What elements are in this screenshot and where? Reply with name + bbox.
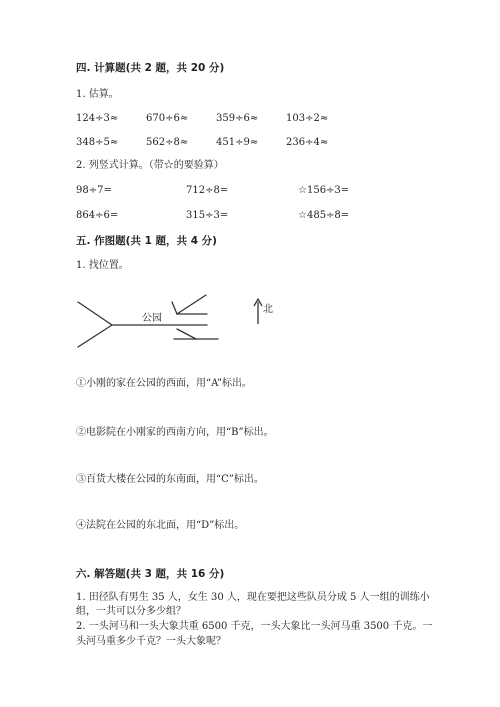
estimate-item: 451÷9≈ xyxy=(216,137,259,148)
instruction-item: ②电影院在小刚家的西南方向，用“B”标出。 xyxy=(76,427,274,438)
division-item: 712÷8= xyxy=(186,185,229,196)
north-label: 北 xyxy=(263,304,273,315)
estimate-item: 124÷3≈ xyxy=(76,113,119,124)
estimate-item: 348÷5≈ xyxy=(76,137,119,148)
question-6-1-line: 组，一共可以分多少组？ xyxy=(76,606,186,617)
instruction-item: ①小刚的家在公园的西面，用“A”标出。 xyxy=(76,378,252,389)
estimate-item: 236÷4≈ xyxy=(286,137,329,148)
section-4-title: 四. 计算题(共 2 题，共 20 分) xyxy=(76,62,225,74)
section-5-title: 五. 作图题(共 1 题，共 4 分) xyxy=(76,235,217,247)
road-southeast-diagonal xyxy=(177,329,196,339)
division-item: 315÷3= xyxy=(186,210,229,221)
road-northeast-short xyxy=(172,302,177,314)
section-6-title: 六. 解答题(共 3 题，共 16 分) xyxy=(76,568,225,580)
road-west-lower xyxy=(78,325,112,347)
question-4-2-label: 2. 列竖式计算。（带☆的要验算） xyxy=(76,160,224,171)
estimate-item: 103÷2≈ xyxy=(286,113,329,124)
question-6-2-line: 2. 一头河马和一头大象共重 6500 千克，一头大象比一头河马重 3500 千克。一 xyxy=(76,621,433,632)
division-item: 864÷6= xyxy=(76,210,119,221)
north-arrow-icon xyxy=(254,299,262,324)
instruction-item: ③百货大楼在公园的东南面，用“C”标出。 xyxy=(76,474,264,485)
question-4-1-label: 1. 估算。 xyxy=(76,89,119,100)
question-6-2-line: 头河马重多少千克？一头大象呢？ xyxy=(76,636,226,647)
road-west-upper xyxy=(78,302,112,325)
question-5-1-label: 1. 找位置。 xyxy=(76,260,129,271)
estimate-item: 562÷8≈ xyxy=(146,137,189,148)
division-item: ☆485÷8= xyxy=(298,210,350,221)
instruction-item: ④法院在公园的东北面，用“D”标出。 xyxy=(76,520,245,531)
estimate-item: 359÷6≈ xyxy=(216,113,259,124)
road-northeast-diagonal xyxy=(177,295,206,314)
division-item: 98÷7= xyxy=(76,185,112,196)
division-item: ☆156÷3= xyxy=(298,185,350,196)
question-6-1-line: 1. 田径队有男生 35 人，女生 30 人，现在要把这些队员分成 5 人一组的训练小 xyxy=(76,592,430,603)
park-label: 公园 xyxy=(142,313,162,324)
location-map xyxy=(70,290,290,352)
estimate-item: 670÷6≈ xyxy=(146,113,189,124)
